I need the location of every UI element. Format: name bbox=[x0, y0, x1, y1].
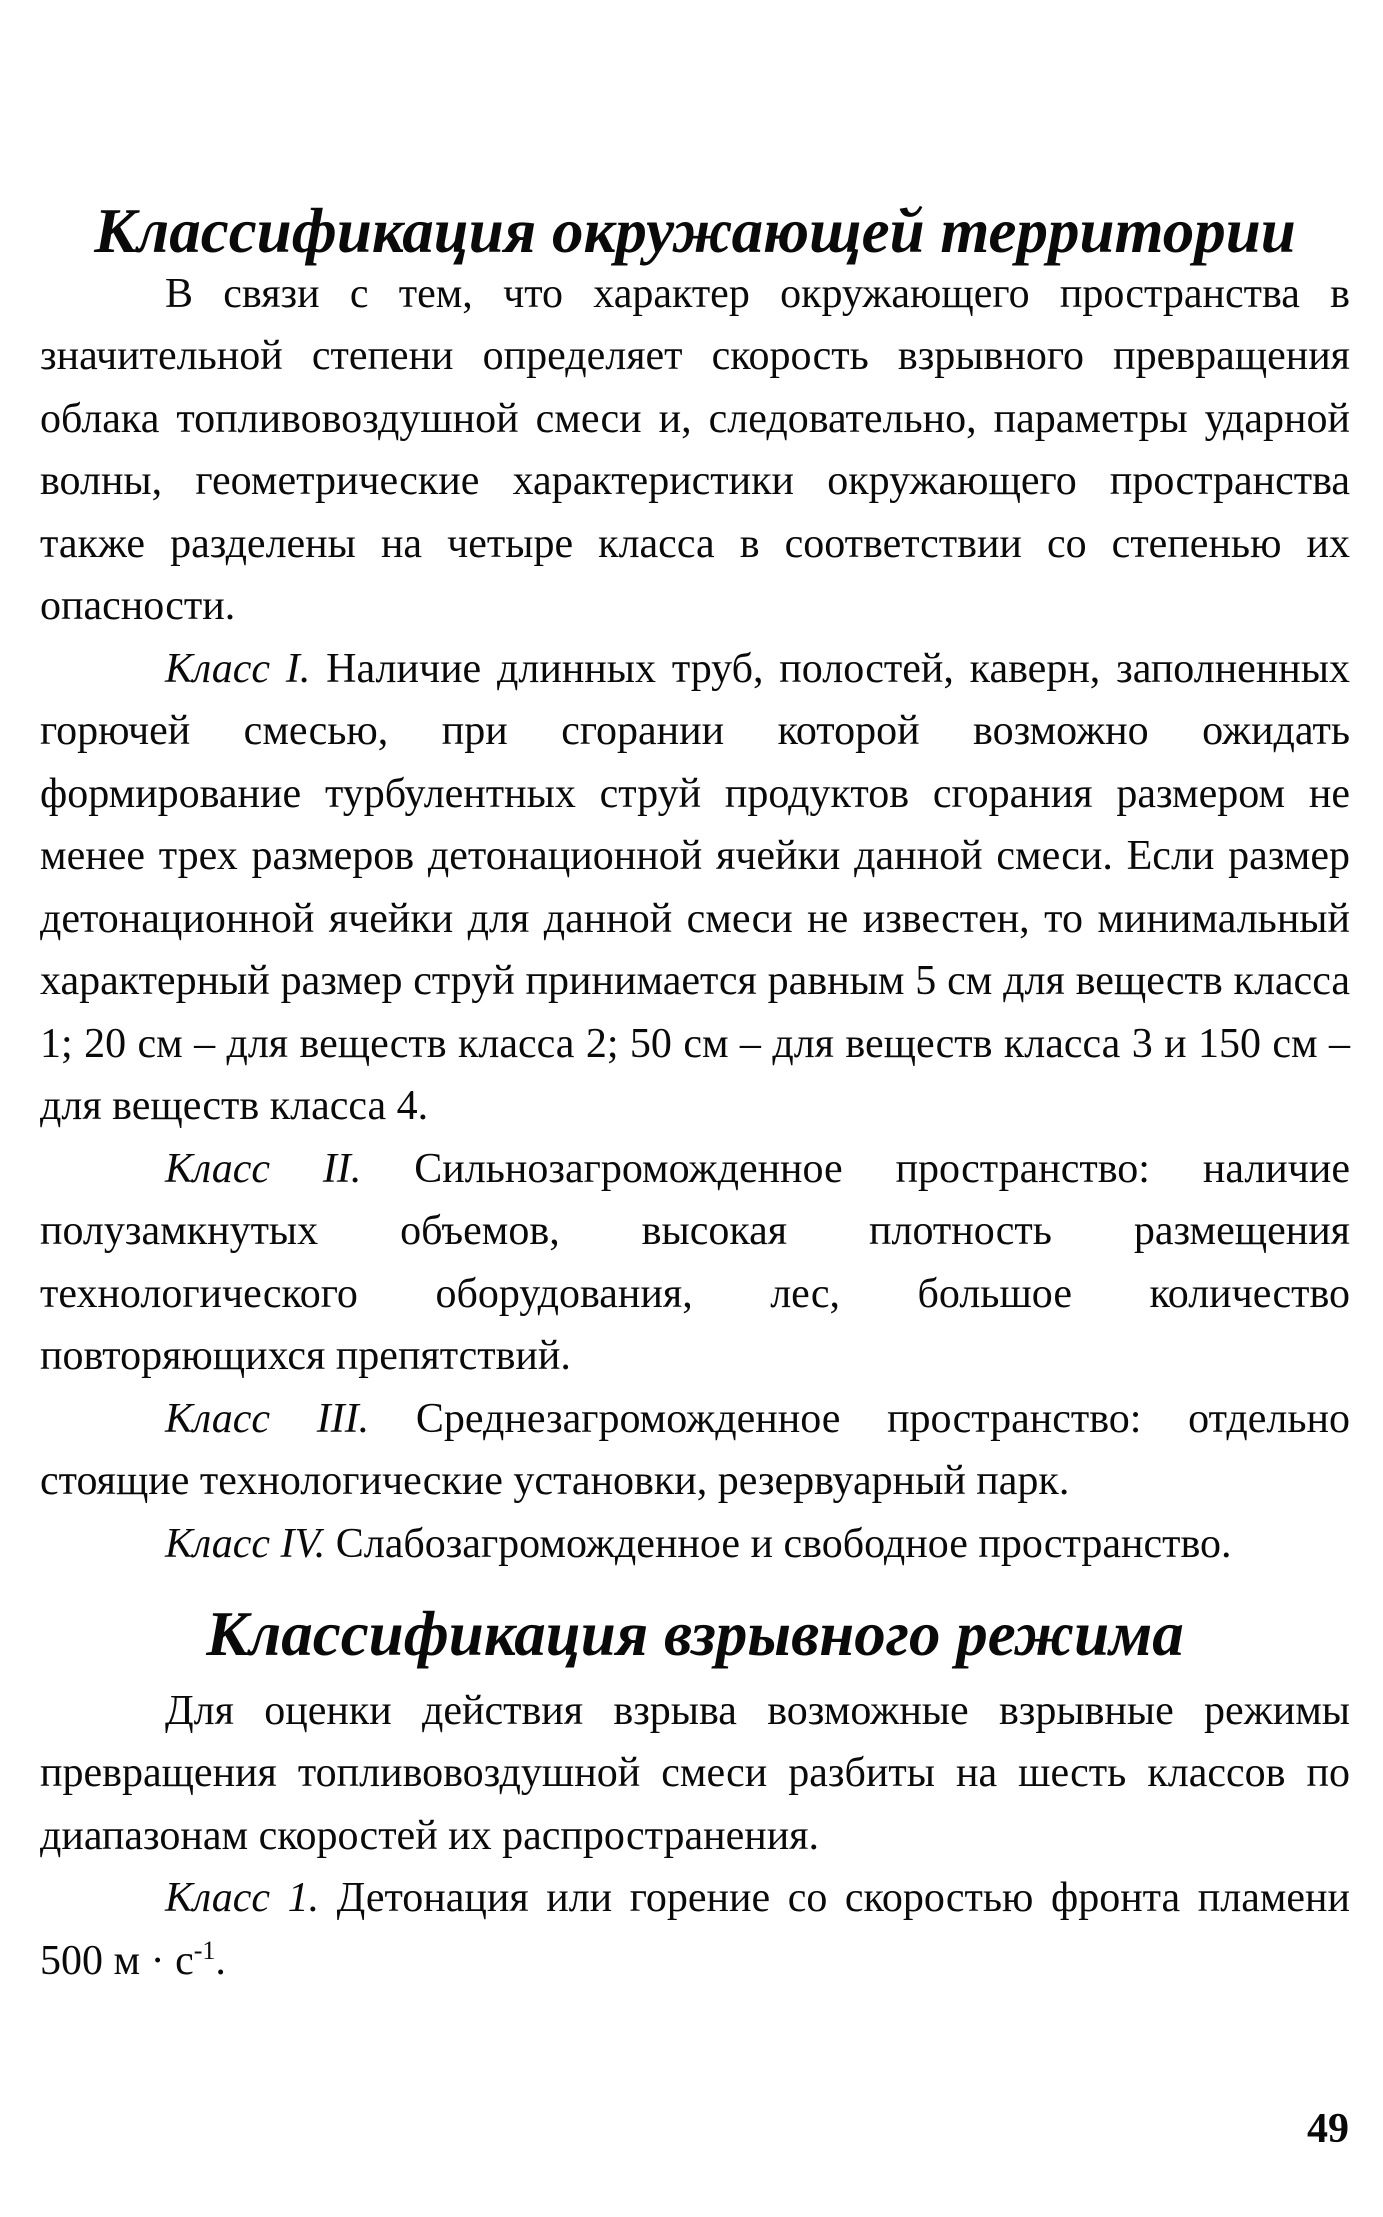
paragraph-class-3 bbox=[40, 1388, 1350, 1513]
section-heading-explosion-mode: Классификация взрывного режима bbox=[206, 1599, 1184, 1669]
paragraph-class-2 bbox=[40, 1138, 1350, 1388]
page-content bbox=[40, 196, 1351, 1992]
class-label: Класс IV. bbox=[165, 1520, 326, 1567]
paragraph-text: В связи с тем, что характер окружающего пространства в значительной степени определяет скорость взрывного превращения облака топливовоздушной смеси и, следовательно, параметры ударной волны, геометрические характеристики окружающего пространства также разделены на четыре класса в соответствии со степенью их опасности. bbox=[40, 270, 1350, 629]
class-description: Слабозагроможденное и свободное пространство. bbox=[335, 1520, 1232, 1567]
section-heading-territory: Классификация окружающей территории bbox=[94, 196, 1296, 266]
class-label: Класс II. bbox=[165, 1145, 362, 1192]
paragraph-class-1 bbox=[40, 638, 1350, 1138]
class-description: Сильнозагроможденное пространство: наличие полузамкнутых объемов, высокая плотность размещения технологического оборудования, лес, большое количество повторяющихся препятствий. bbox=[40, 1145, 1351, 1379]
paragraph-class-4 bbox=[40, 1513, 1350, 1576]
class-description: Детонация или горение со скоростью фронта пламени 500 м · с bbox=[40, 1875, 1351, 1984]
class-label: Класс 1. bbox=[165, 1875, 320, 1921]
class-label: Класс III. bbox=[165, 1395, 370, 1442]
sentence-end: . bbox=[215, 1937, 226, 1984]
page-number: 49 bbox=[1307, 2106, 1349, 2152]
class-description: Среднезагроможденное пространство: отдельно стоящие технологические установки, резервуарный парк. bbox=[40, 1395, 1351, 1504]
paragraph-mode-class-1 bbox=[40, 1867, 1350, 1992]
superscript-exponent: -1 bbox=[193, 1935, 216, 1965]
paragraph-text: Для оценки действия взрыва возможные взрывные режимы превращения топливовоздушной смеси разбиты на шесть классов по диапазонам скоростей их распространения. bbox=[40, 1687, 1350, 1859]
class-label: Класс I. bbox=[165, 645, 311, 692]
paragraph-territory-intro bbox=[40, 263, 1350, 638]
paragraph-explosion-intro bbox=[40, 1680, 1350, 1868]
class-description: Наличие длинных труб, полостей, каверн, заполненных горючей смесью, при сгорании которой возможно ожидать формирование турбулентных струй продуктов сгорания размером не менее трех размеров детонационной ячейки данной смеси. Если размер детонационной ячейки для данной смеси не известен, то минимальный характерный размер струй принимается равным 5 см для веществ класса 1; 20 см – для веществ класса 2; 50 см – для веществ класса 3 и 150 см – для веществ класса 4. bbox=[40, 645, 1350, 1129]
